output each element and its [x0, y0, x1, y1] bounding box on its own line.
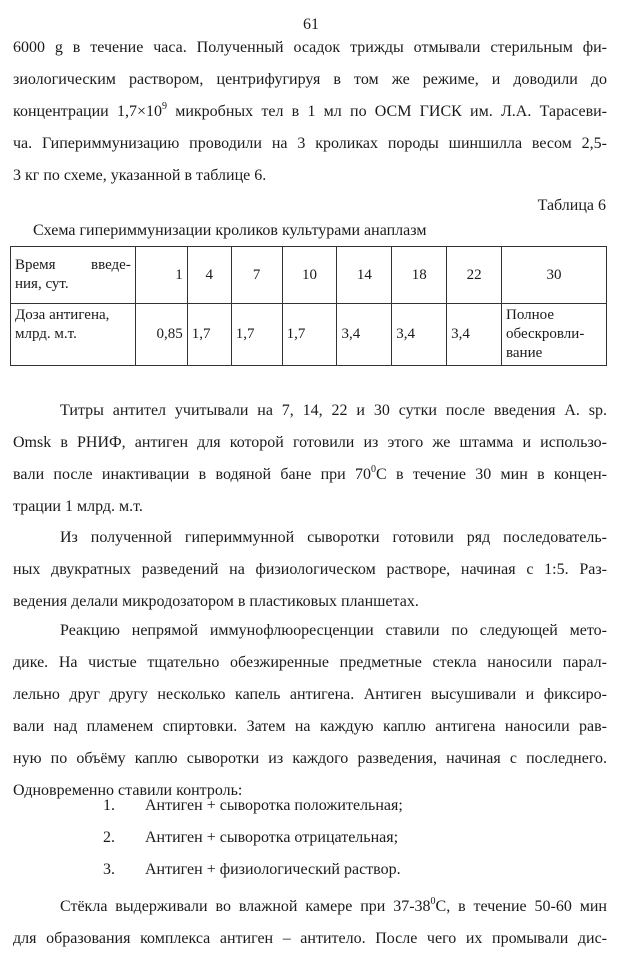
table-cell: 3,4 — [392, 304, 447, 366]
table-cell: 1 — [135, 247, 187, 304]
table-cell: 1,7 — [231, 304, 282, 366]
paragraph-1 — [13, 32, 607, 192]
list-number: 2. — [103, 829, 115, 846]
text-line: вали над пламенем спиртовки. Затем на каждую каплю антигена наносили рав- — [13, 718, 607, 735]
table-cell: 18 — [392, 247, 447, 304]
list-number: 1. — [103, 797, 115, 814]
table-cell: 7 — [231, 247, 282, 304]
text-line: трации 1 млрд. м.т. — [13, 498, 143, 515]
table-cell: 1,7 — [187, 304, 231, 366]
paragraph-4 — [13, 615, 607, 807]
table-cell: 14 — [337, 247, 392, 304]
table-cell: 1,7 — [282, 304, 337, 366]
immunization-table — [10, 246, 607, 366]
text-line: дике. На чистые тщательно обезжиренные предметные стекла наносили парал- — [13, 654, 607, 671]
table-cell: 30 — [502, 247, 607, 304]
text-line: лельно друг другу несколько капель антигена. Антиген высушивали и фиксиро- — [13, 686, 607, 703]
paragraph-2 — [13, 395, 607, 523]
text-line: Титры антител учитывали на 7, 14, 22 и 30 сутки после введения A. sp. — [60, 402, 607, 419]
table-cell: 4 — [187, 247, 231, 304]
text-line: Omsk в РНИФ, антиген для которой готовили из этого же штамма и использо- — [13, 434, 607, 451]
table-cell: 3,4 — [337, 304, 392, 366]
text-line: 6000 g в течение часа. Полученный осадок трижды отмывали стерильным фи- — [13, 39, 607, 56]
text-line: Стёкла выдерживали во влажной камере при $37-38^0С$, в течение 50-60 мин — [60, 895, 607, 915]
table-cell: Доза антигена, млрд. м.т. — [11, 304, 136, 366]
text-line: концентрации $1,7\times 10^9$ микробных тел в 1 мл по ОСМ ГИСК им. Л.А. Тарасеви- — [13, 100, 608, 120]
text-line: для образования комплекса антиген – антитело. После чего их промывали дис- — [13, 930, 607, 947]
text-line: Реакцию непрямой иммунофлюоресценции ставили по следующей мето- — [60, 622, 607, 639]
text-line: ведения делали микродозатором в пластиковых планшетах. — [13, 593, 419, 610]
list-text: Антиген + сыворотка отрицательная; — [145, 829, 399, 846]
table-cell: 10 — [282, 247, 337, 304]
table-cell: Полное обескровли- вание — [502, 304, 607, 366]
text-line: вали после инактивации в водяной бане при $70^0С$ в течение 30 мин в концен- — [13, 463, 607, 483]
table-row — [11, 247, 607, 304]
table-caption: Схема гипериммунизации кроликов культурами анаплазм — [33, 222, 427, 239]
text-line: ча. Гипериммунизацию проводили на 3 кроликах породы шиншилла весом 2,5- — [13, 135, 607, 152]
table-cell: 22 — [447, 247, 502, 304]
table-cell: Время введе- ния, сут. — [11, 247, 136, 304]
text-line: 3 кг по схеме, указанной в таблице 6. — [13, 167, 267, 184]
paragraph-5 — [13, 891, 607, 955]
text-line: Одновременно ставили контроль: — [13, 782, 243, 799]
table-cell: 3,4 — [447, 304, 502, 366]
list-text: Антиген + сыворотка положительная; — [145, 797, 403, 814]
page-number: 61 — [303, 16, 319, 33]
paragraph-3 — [13, 522, 607, 618]
text-line: ную по объёму каплю сыворотки из каждого разведения, начиная с последнего. — [13, 750, 607, 767]
list-text: Антиген + физиологический раствор. — [145, 861, 401, 878]
table-row — [11, 304, 607, 366]
text-line: Из полученной гипериммунной сыворотки готовили ряд последователь- — [60, 529, 607, 546]
table-cell: 0,85 — [135, 304, 187, 366]
table-label: Таблица 6 — [537, 197, 606, 214]
text-line: зиологическим раствором, центрифугируя в том же режиме, и доводили до — [13, 71, 607, 88]
list-number: 3. — [103, 861, 115, 878]
text-line: ных двукратных разведений на физиологическом растворе, начиная с 1:5. Раз- — [13, 561, 607, 578]
